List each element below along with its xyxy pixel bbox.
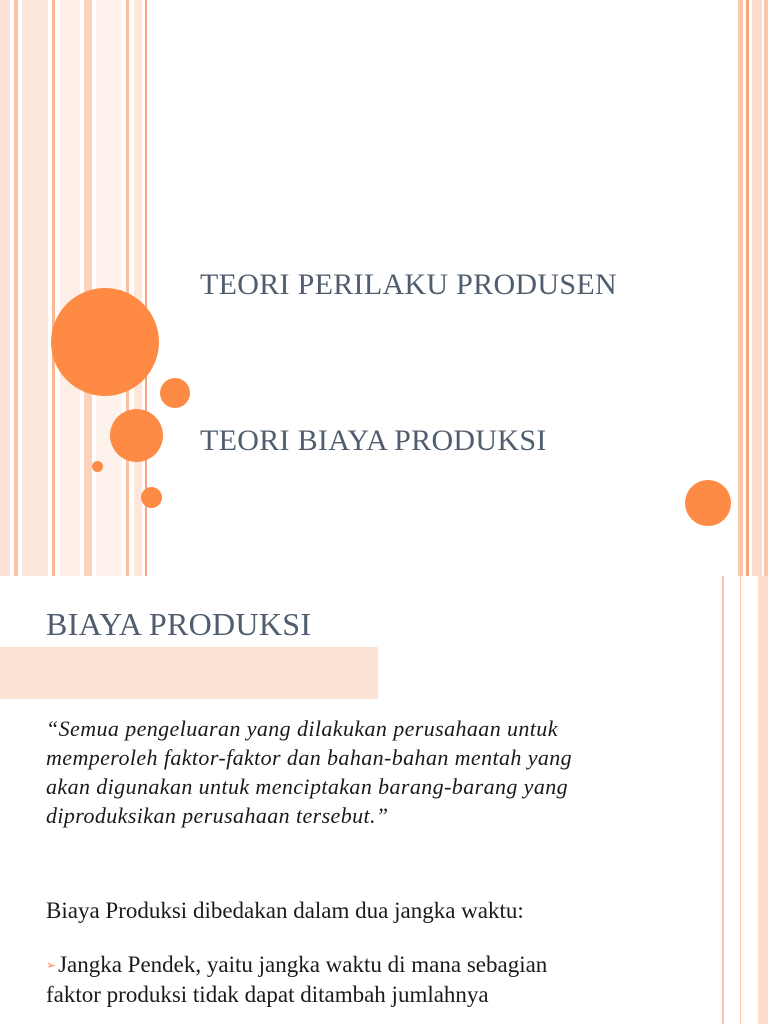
decorative-stripe (134, 0, 142, 576)
quote-line: akan digunakan untuk menciptakan barang-barang yang (46, 774, 569, 799)
quote-line: “Semua pengeluaran yang dilakukan perusahaan untuk (46, 716, 558, 741)
chevron-right-icon: ➢ (46, 958, 57, 972)
decorative-stripe (758, 576, 768, 1024)
bullet-line: faktor produksi tidak dapat ditambah jumlahnya (46, 982, 489, 1007)
decorative-stripe (0, 0, 10, 576)
decorative-circle (160, 378, 190, 408)
decorative-stripe (746, 0, 749, 576)
decorative-stripe (740, 576, 741, 1024)
definition-quote (46, 714, 696, 830)
decorative-stripe (60, 0, 80, 576)
decorative-circle (92, 461, 103, 472)
decorative-circle (141, 487, 162, 508)
decorative-stripe (52, 0, 55, 576)
intro-text: Biaya Produksi dibedakan dalam dua jangka waktu: (46, 898, 524, 923)
slide-subtitle: TEORI BIAYA PRODUKSI (200, 424, 547, 457)
slide-title: BIAYA PRODUKSI (46, 606, 312, 642)
decorative-stripe (126, 0, 129, 576)
decorative-stripe (84, 0, 92, 576)
decorative-circle (685, 480, 731, 526)
quote-line: diproduksikan perusahaan tersebut.” (46, 803, 389, 828)
decorative-circle (51, 288, 159, 396)
decorative-stripe (738, 0, 743, 576)
bullet-item (46, 950, 726, 1009)
decorative-stripe (752, 0, 762, 576)
bullet-text: Jangka Pendek, yaitu jangka waktu di mana sebagian (58, 952, 548, 977)
decorative-stripe (764, 0, 768, 576)
decorative-stripe (14, 0, 18, 576)
decorative-circle (110, 409, 163, 462)
title-accent-bar (0, 647, 378, 699)
quote-line: memperoleh faktor-faktor dan bahan-bahan mentah yang (46, 745, 573, 770)
decorative-stripe (22, 0, 48, 576)
content-slide (0, 576, 768, 1024)
slide-title: TEORI PERILAKU PRODUSEN (200, 268, 617, 301)
bullet-line (46, 950, 726, 980)
